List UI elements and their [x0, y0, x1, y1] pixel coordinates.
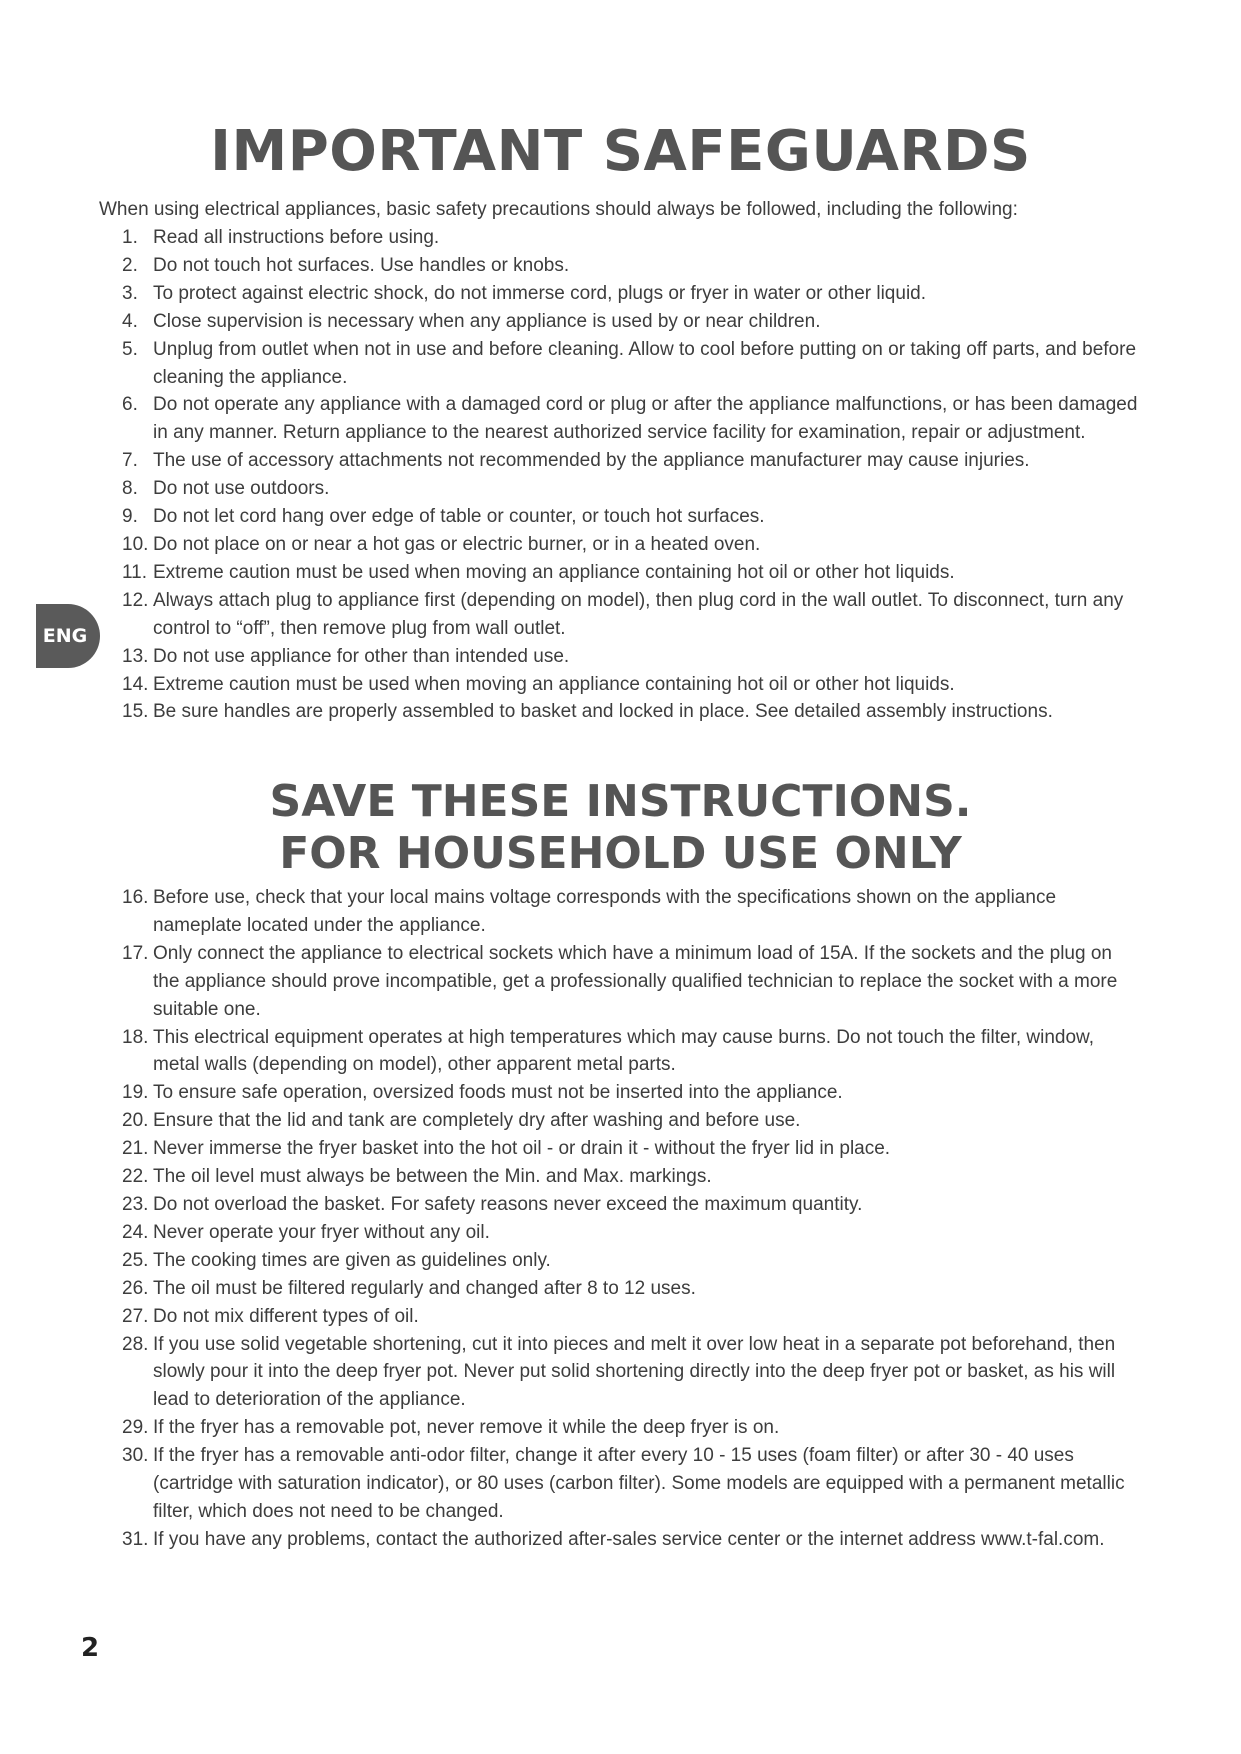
item-number: 4.: [122, 310, 138, 332]
list-item: [0, 1107, 1138, 1135]
list-item: [0, 475, 1138, 503]
item-text: The oil must be filtered regularly and changed after 8 to 12 uses.: [153, 1277, 696, 1299]
item-number: 14.: [122, 673, 149, 695]
section-heading: [0, 776, 1241, 880]
item-number: 10.: [122, 533, 149, 555]
list-item: [0, 1079, 1138, 1107]
item-text: Never operate your fryer without any oil.: [153, 1221, 490, 1243]
item-number: 22.: [122, 1166, 149, 1188]
item-text: To protect against electric shock, do not immerse cord, plugs or fryer in water or other liquid.: [153, 282, 927, 304]
item-text: Do not overload the basket. For safety reasons never exceed the maximum quantity.: [153, 1193, 863, 1215]
page-title: IMPORTANT SAFEGUARDS: [210, 119, 1031, 184]
item-number: 2.: [122, 254, 138, 276]
item-number: 1.: [122, 227, 138, 248]
item-number: 25.: [122, 1249, 149, 1271]
list-item: [0, 559, 1138, 587]
item-text: Unplug from outlet when not in use and before cleaning. Allow to cool before putting on or taking off parts, and before cleaning the appliance.: [153, 338, 1137, 388]
item-text: Only connect the appliance to electrical sockets which have a minimum load of 15A. If the sockets and the plug on the appliance should prove incompatible, get a professionally qualified technician to replace the socket with a more suitable one.: [153, 942, 1118, 1020]
item-number: 28.: [122, 1333, 149, 1355]
list-item: [0, 224, 1138, 252]
list-item: [0, 1247, 1138, 1275]
item-number: 21.: [122, 1138, 149, 1160]
list-item: [0, 884, 1138, 940]
item-text: Do not operate any appliance with a damaged cord or plug or after the appliance malfunctions, or has been damaged in any manner. Return appliance to the nearest authorized service facility for examination, repair or adjustment.: [153, 394, 1138, 444]
item-text: The use of accessory attachments not recommended by the appliance manufacturer may cause injuries.: [153, 450, 1030, 472]
item-number: 7.: [122, 450, 138, 472]
item-number: 11.: [122, 561, 148, 583]
item-number: 24.: [122, 1221, 149, 1243]
item-text: Do not use appliance for other than intended use.: [153, 645, 570, 667]
safeguards-list: [0, 224, 1241, 726]
item-number: 5.: [122, 338, 138, 360]
item-text: Extreme caution must be used when moving an appliance containing hot oil or other hot liquids.: [153, 561, 955, 583]
list-item: [0, 252, 1138, 280]
section-heading-line-1: SAVE THESE INSTRUCTIONS.: [269, 776, 972, 827]
instructions-list: [0, 884, 1241, 1554]
item-number: 3.: [122, 282, 138, 304]
item-number: 27.: [122, 1305, 149, 1327]
item-number: 31.: [122, 1528, 149, 1550]
item-text: If the fryer has a removable pot, never remove it while the deep fryer is on.: [153, 1417, 780, 1439]
item-text: Do not place on or near a hot gas or electric burner, or in a heated oven.: [153, 533, 761, 555]
intro-text: When using electrical appliances, basic safety precautions should always be followed, including the following:: [99, 199, 1018, 220]
list-item: [0, 1442, 1138, 1526]
item-number: 19.: [122, 1082, 149, 1104]
item-text: Do not let cord hang over edge of table or counter, or touch hot surfaces.: [153, 506, 765, 528]
list-item: [0, 671, 1138, 699]
page-number: 2: [81, 1633, 100, 1663]
item-text: This electrical equipment operates at high temperatures which may cause burns. Do not touch the filter, window, metal walls (depending on model), other apparent metal parts.: [153, 1026, 1094, 1076]
item-text: The oil level must always be between the Min. and Max. markings.: [153, 1166, 712, 1188]
item-number: 17.: [122, 942, 149, 964]
item-text: Do not mix different types of oil.: [153, 1305, 419, 1327]
item-number: 15.: [122, 701, 149, 723]
item-number: 26.: [122, 1277, 149, 1299]
list-item: [0, 1526, 1138, 1554]
item-text: If you have any problems, contact the authorized after-sales service center or the internet address www.t-fal.com.: [153, 1528, 1105, 1550]
list-item: [0, 1191, 1138, 1219]
list-item: [0, 280, 1138, 308]
item-text: Close supervision is necessary when any appliance is used by or near children.: [153, 310, 821, 332]
item-text: The cooking times are given as guidelines only.: [153, 1249, 551, 1271]
list-item: [0, 1163, 1138, 1191]
item-text: Be sure handles are properly assembled to basket and locked in place. See detailed assembly instructions.: [153, 701, 1053, 723]
list-item: [0, 587, 1138, 643]
item-text: If you use solid vegetable shortening, cut it into pieces and melt it over low heat in a separate pot beforehand, then slowly pour it into the deep fryer pot. Never put solid shortening directly into the deep fryer pot or basket, as his will lead to deterioration of the appliance.: [153, 1333, 1116, 1411]
language-tab: ENG: [36, 604, 100, 668]
list-item: [0, 1024, 1138, 1080]
item-text: To ensure safe operation, oversized foods must not be inserted into the appliance.: [153, 1082, 843, 1104]
section-heading-line-2: FOR HOUSEHOLD USE ONLY: [279, 828, 962, 879]
item-text: If the fryer has a removable anti-odor filter, change it after every 10 - 15 uses (foam filter) or after 30 - 40 uses (cartridge with saturation indicator), or 80 uses (carbon filter). Some models are equipped with a permanent metallic filter, which does not need to be changed.: [153, 1445, 1125, 1522]
item-text: Do not touch hot surfaces. Use handles or knobs.: [153, 254, 570, 276]
list-item: [0, 531, 1138, 559]
list-item: [0, 1331, 1138, 1415]
list-item: [0, 940, 1138, 1024]
item-text: Before use, check that your local mains voltage corresponds with the specifications shown on the appliance nameplate located under the appliance.: [153, 887, 1057, 936]
item-number: 29.: [122, 1417, 149, 1439]
list-item: [0, 336, 1138, 392]
item-text: Ensure that the lid and tank are completely dry after washing and before use.: [153, 1110, 801, 1132]
list-item: [0, 1135, 1138, 1163]
list-item: [0, 1275, 1138, 1303]
list-item: [0, 643, 1138, 671]
item-text: Extreme caution must be used when moving an appliance containing hot oil or other hot liquids.: [153, 673, 955, 695]
item-text: Never immerse the fryer basket into the hot oil - or drain it - without the fryer lid in place.: [153, 1138, 891, 1160]
list-item: [0, 1303, 1138, 1331]
item-text: Always attach plug to appliance first (depending on model), then plug cord in the wall outlet. To disconnect, turn any control to “off”, then remove plug from wall outlet.: [153, 589, 1124, 639]
item-text: Read all instructions before using.: [153, 227, 440, 248]
item-number: 9.: [122, 506, 138, 528]
list-item: [0, 503, 1138, 531]
list-item: [0, 308, 1138, 336]
item-number: 6.: [122, 394, 138, 416]
item-number: 18.: [122, 1026, 149, 1048]
list-item: [0, 1219, 1138, 1247]
item-number: 12.: [122, 589, 149, 611]
item-number: 16.: [122, 887, 149, 908]
item-text: Do not use outdoors.: [153, 478, 330, 500]
item-number: 8.: [122, 478, 138, 500]
list-item: [0, 1414, 1138, 1442]
list-item: [0, 698, 1138, 726]
item-number: 23.: [122, 1193, 149, 1215]
item-number: 13.: [122, 645, 149, 667]
list-item: [0, 391, 1138, 447]
list-item: [0, 447, 1138, 475]
item-number: 30.: [122, 1445, 149, 1467]
item-number: 20.: [122, 1110, 149, 1132]
